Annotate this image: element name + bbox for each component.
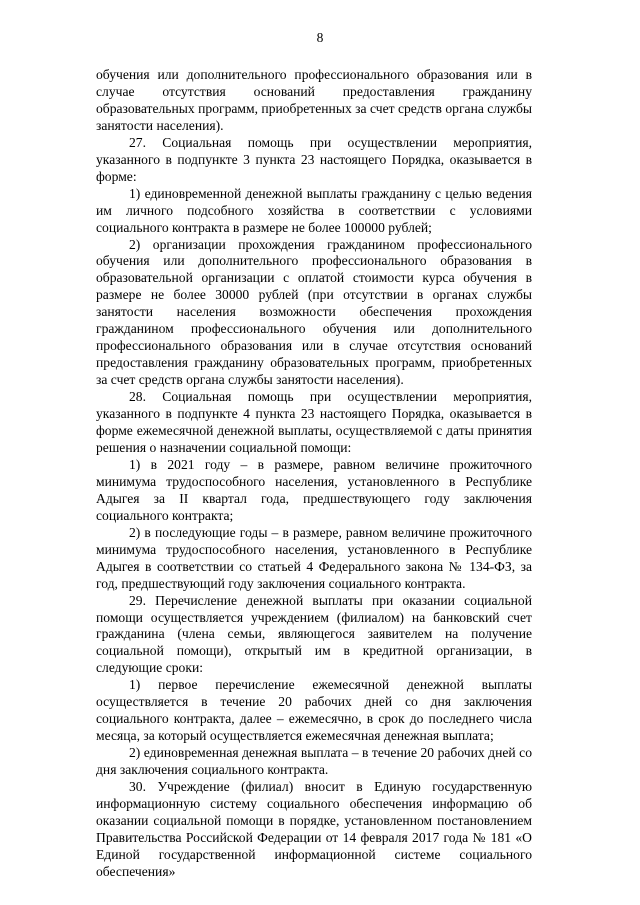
paragraph-27-subitem-2: 2) организации прохождения гражданином профессионального обучения или дополнительного профессионального образования в образовательной организации с оплатой стоимости курса обучения в размере не более 30000 рублей (при отсутствии в органах службы занятости населения возможности обеспечения прохождения гражданином профессионального обучения или дополнительного профессионального образования или в случае отсутствия оснований предоставления гражданину образовательных программ, приобретенных за счет средств органа службы занятости населения). <box>96 236 532 388</box>
paragraph-item-30: 30. Учреждение (филиал) вносит в Единую государственную информационную систему социального обеспечения информацию об оказании социальной помощи в порядке, установленном постановлением Правительства Российской Федерации от 14 февраля 2017 года № 181 «О Единой государственной информационной системе социального обеспечения» <box>96 779 532 879</box>
paragraph-29-subitem-1: 1) первое перечисление ежемесячной денежной выплаты осуществляется в течение 20 рабочих дней со дня заключения социального контракта, далее – ежемесячно, в срок до последнего числа месяца, за который осуществляется ежемесячная денежная выплата; <box>96 677 532 744</box>
paragraph-29-subitem-2: 2) единовременная денежная выплата – в течение 20 рабочих дней со дня заключения социального контракта. <box>96 745 532 778</box>
paragraph-item-28: 28. Социальная помощь при осуществлении мероприятия, указанного в подпункте 4 пункта 23 настоящего Порядка, оказывается в форме ежемесячной денежной выплаты, осуществляемой с даты принятия решения о назначении социальной помощи: <box>96 389 532 455</box>
paragraph-28-subitem-1: 1) в 2021 году – в размере, равном величине прожиточного минимума трудоспособного населения, установленного в Республике Адыгея за II квартал года, предшествующего году заключения социального контракта; <box>96 456 532 523</box>
document-body <box>96 67 532 881</box>
paragraph-27-subitem-1: 1) единовременной денежной выплаты гражданину с целью ведения им личного подсобного хозяйства в соответствии с условиями социального контракта в размере не более 100000 рублей; <box>96 185 532 235</box>
paragraph-continuation: обучения или дополнительного профессионального образования или в случае отсутствия оснований предоставления гражданину образовательных программ, приобретенных за счет средств органа службы занятости населения). <box>96 67 532 133</box>
paragraph-28-subitem-2: 2) в последующие годы – в размере, равном величине прожиточного минимума трудоспособного населения, установленного в Республике Адыгея в соответствии со статьей 4 Федерального закона № 134-ФЗ, за год, предшествующий году заключения социального контракта. <box>96 524 532 591</box>
paragraph-item-27: 27. Социальная помощь при осуществлении мероприятия, указанного в подпункте 3 пункта 23 настоящего Порядка, оказывается в форме: <box>96 134 532 184</box>
paragraph-item-29: 29. Перечисление денежной выплаты при оказании социальной помощи осуществляется учреждением (филиалом) на банковский счет гражданина (члена семьи, являющегося заявителем на получение социальной помощи), открытый им в кредитной организации, в следующие сроки: <box>96 592 532 676</box>
page-number: 8 <box>316 30 324 45</box>
